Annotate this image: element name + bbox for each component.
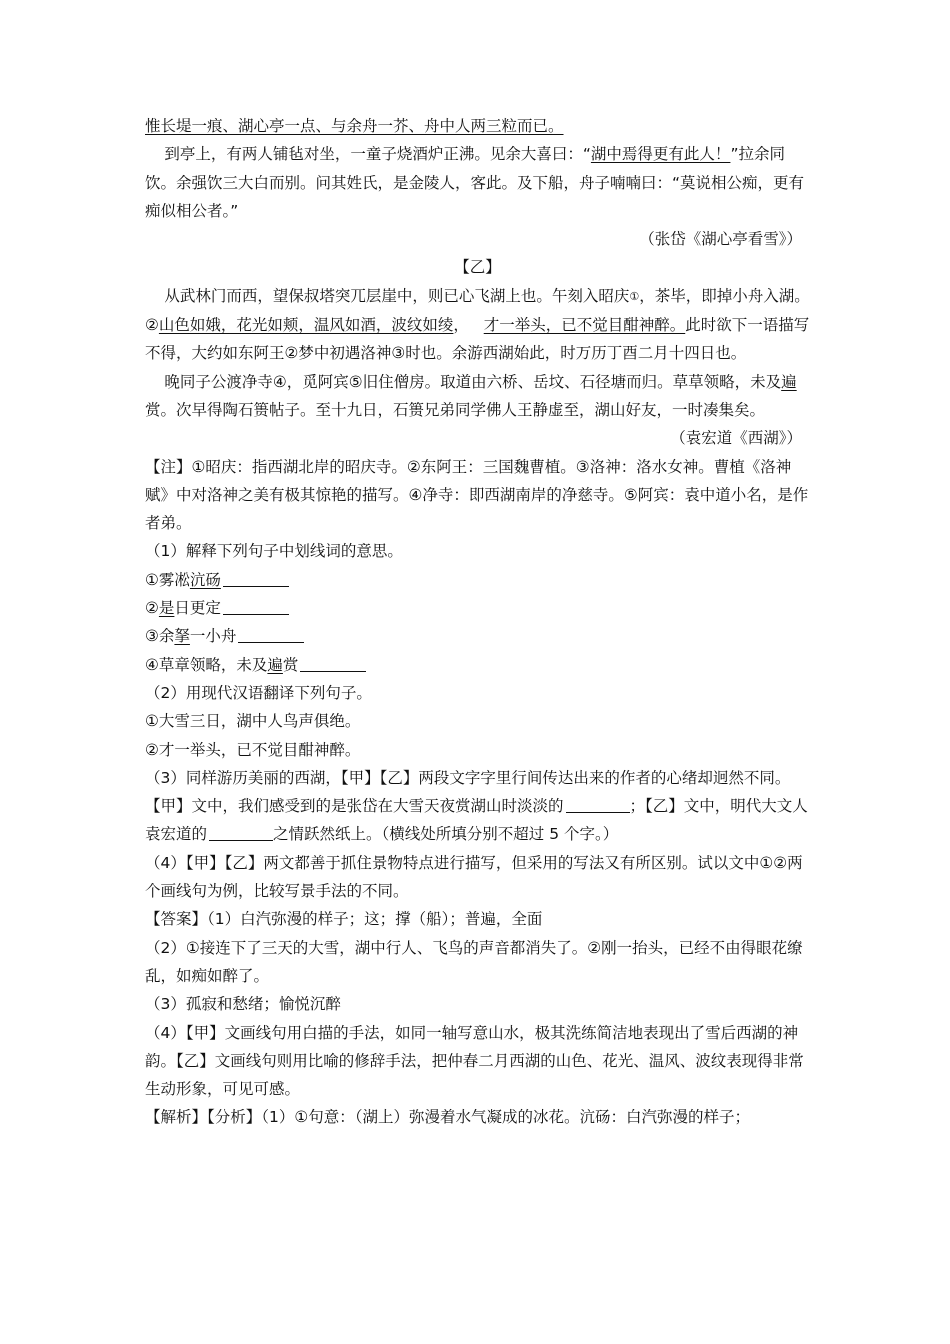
question-4: （4）【甲】【乙】两文都善于抓住景物特点进行描写，但采用的写法又有所区别。试以文中①②两个画线句为例，比较写景手法的不同。 (145, 853, 803, 901)
document-body (145, 112, 810, 1132)
question-1: （1）解释下列句子中划线词的意思。 (145, 542, 403, 561)
annotations: 【注】①昭庆：指西湖北岸的昭庆寺。②东阿王：三国魏曹植。③洛神：洛水女神。曹植《洛神赋》中对洛神之美有极其惊艳的描写。④净寺：即西湖南岸的净慈寺。⑤阿宾：袁中道小名，是作者弟。 (145, 457, 809, 533)
underlined-quote: 湖中焉得更有此人！ (590, 145, 731, 164)
passage-b-paragraph-1: 从武林门而西，望保叔塔突兀层崖中，则已心飞湖上也。午刻入昭庆①，茶毕，即掉小舟入湖。②山色如娥，花光如颊，温风如酒，波纹如绫， 才一举头，已不觉目酣神醉。此时欲下一语描写不得，大约如东阿王②梦中初遇洛神③时也。余游西湖始此，时万历丁酉二月十四日也。 (145, 286, 810, 363)
question-2-item: ②才一举头，已不觉目酣神醉。 (145, 740, 361, 759)
question-3: （3）同样游历美丽的西湖，【甲】【乙】两段文字字里行间传达出来的作者的心绪却迥然不同。【甲】文中，我们感受到的是张岱在大雪天夜赏湖山时淡淡的 ；【乙】文中，明代大文人袁宏道的 之情跃然纸上。（横线处所填分别不超过 5 个字。） (145, 768, 808, 844)
note-marker: ① (629, 289, 640, 303)
answer-4: （4）【甲】文画线句用白描的手法，如同一轴写意山水，极其洗练简洁地表现出了雪后西湖的神韵。【乙】文画线句则用比喻的修辞手法，把仲春二月西湖的山色、花光、温风、波纹表现得非常生动形象，可见可感。 (145, 1023, 804, 1099)
answer-2: （2）①接连下了三天的大雪，湖中行人、飞鸟的声音都消失了。②刚一抬头，已经不由得眼花缭乱，如痴如醉了。 (145, 938, 803, 985)
answer-1: 【答案】（1）白汽弥漫的样子；这；撑（船）；普遍，全面 (145, 910, 543, 929)
analysis: 【解析】【分析】（1）①句意：（湖上）弥漫着水气凝成的冰花。沆砀：白汽弥漫的样子； (145, 1108, 751, 1127)
passage-a-paragraph: 到亭上，有两人铺毡对坐，一童子烧酒炉正沸。见余大喜曰：“湖中焉得更有此人！”拉余同饮。余强饮三大白而别。问其姓氏，是金陵人，客此。及下船，舟子喃喃曰：“莫说相公痴，更有痴似相公者。” (145, 145, 805, 220)
answer-blank (238, 627, 304, 644)
passage-b-source: （袁宏道《西湖》） (670, 429, 802, 448)
underlined-sentence-2a: 山色如娥，花光如颊，温风如酒，波纹如绫 (158, 316, 454, 335)
answer-blank (209, 825, 273, 842)
answer-blank (300, 655, 366, 672)
underlined-sentence-2b: 才一举头，已不觉目酣神醉。 (483, 316, 686, 335)
passage-b-heading: 【乙】 (454, 258, 501, 277)
passage-b-paragraph-2: 晚同子公渡净寺④，觅阿宾⑤旧住僧房。取道由六桥、岳坟、石径塘而归。草草领略，未及遍赏。次早得陶石篑帖子。至十九日，石篑兄弟同学佛人王静虚至，湖山好友，一时凑集矣。 (145, 372, 797, 419)
question-1-item: ②是日更定 (145, 594, 810, 622)
question-2-item: ①大雪三日，湖中人鸟声俱绝。 (145, 712, 361, 731)
answer-blank (223, 570, 289, 587)
question-1-item: ①雾凇沆砀 (145, 566, 810, 594)
underlined-word: 遍 (781, 372, 797, 391)
passage-a-continuation (145, 112, 810, 140)
passage-a-source: （张岱《湖心亭看雪》） (639, 230, 802, 249)
question-1-item: ④草章领略，未及遍赏 (145, 651, 810, 679)
question-2: （2）用现代汉语翻译下列句子。 (145, 683, 372, 702)
question-1-item: ③余拏一小舟 (145, 622, 810, 650)
underlined-sentence: 惟长堤一痕、湖心亭一点、与余舟一芥、舟中人两三粒而已。 (145, 117, 564, 135)
answer-3: （3）孤寂和愁绪；愉悦沉醉 (145, 995, 341, 1014)
answer-blank (223, 599, 289, 616)
answer-blank (566, 797, 630, 814)
